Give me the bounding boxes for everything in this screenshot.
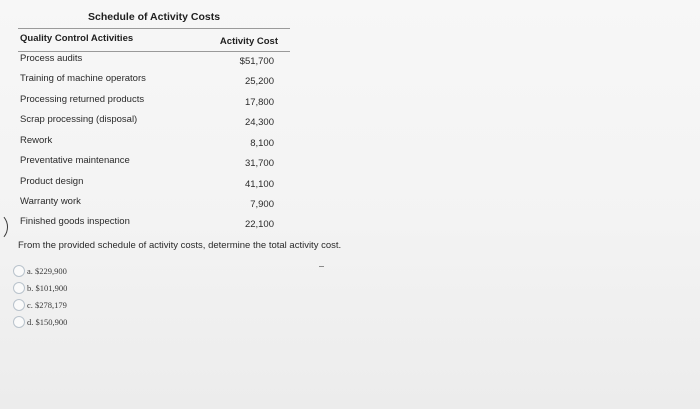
activity-name: Scrap processing (disposal) xyxy=(20,114,138,125)
activity-cost: 31,700 xyxy=(244,158,274,169)
activity-name: Process audits xyxy=(20,53,83,64)
option-b-text: b. $101,900 xyxy=(27,283,68,293)
activity-cost: $51,700 xyxy=(239,56,274,67)
table-row xyxy=(18,53,276,73)
table-title: Schedule of Activity Costs xyxy=(88,11,221,23)
question-bracket-arc xyxy=(0,213,8,241)
activity-name: Rework xyxy=(20,135,53,146)
question-text: From the provided schedule of activity costs, determine the total activity cost. xyxy=(18,240,342,251)
table-row xyxy=(18,114,276,134)
activity-name: Finished goods inspection xyxy=(20,216,130,227)
table-row xyxy=(18,94,276,114)
table-row xyxy=(18,196,276,216)
activity-cost: 17,800 xyxy=(244,97,274,108)
table-header-row xyxy=(18,28,290,52)
option-a-text: a. $229,900 xyxy=(27,266,67,276)
cost-column-header: Activity Cost xyxy=(219,36,278,47)
radio-button-a[interactable] xyxy=(13,265,25,277)
option-c-text: c. $278,179 xyxy=(27,300,67,310)
table-row xyxy=(18,155,276,175)
activity-cost: 24,300 xyxy=(244,117,274,128)
activity-cost: 8,100 xyxy=(250,138,274,149)
activity-cost: 22,100 xyxy=(244,219,274,230)
activity-name: Preventative maintenance xyxy=(20,155,130,166)
activity-name: Training of machine operators xyxy=(20,73,146,84)
radio-button-b[interactable] xyxy=(13,282,25,294)
activity-cost: 25,200 xyxy=(244,76,274,87)
table-row xyxy=(18,135,276,155)
table-row xyxy=(18,73,276,93)
activity-cost: 7,900 xyxy=(250,199,274,210)
activity-cost: 41,100 xyxy=(244,179,274,190)
option-d-text: d. $150,900 xyxy=(27,317,68,327)
table-row xyxy=(18,216,276,236)
table-row xyxy=(18,176,276,196)
activity-name: Product design xyxy=(20,176,84,187)
dash-mark xyxy=(319,266,324,267)
radio-button-d[interactable] xyxy=(13,316,25,328)
activity-column-header: Quality Control Activities xyxy=(20,33,134,44)
radio-button-c[interactable] xyxy=(13,299,25,311)
activity-name: Processing returned products xyxy=(20,94,145,105)
activity-name: Warranty work xyxy=(20,196,81,207)
